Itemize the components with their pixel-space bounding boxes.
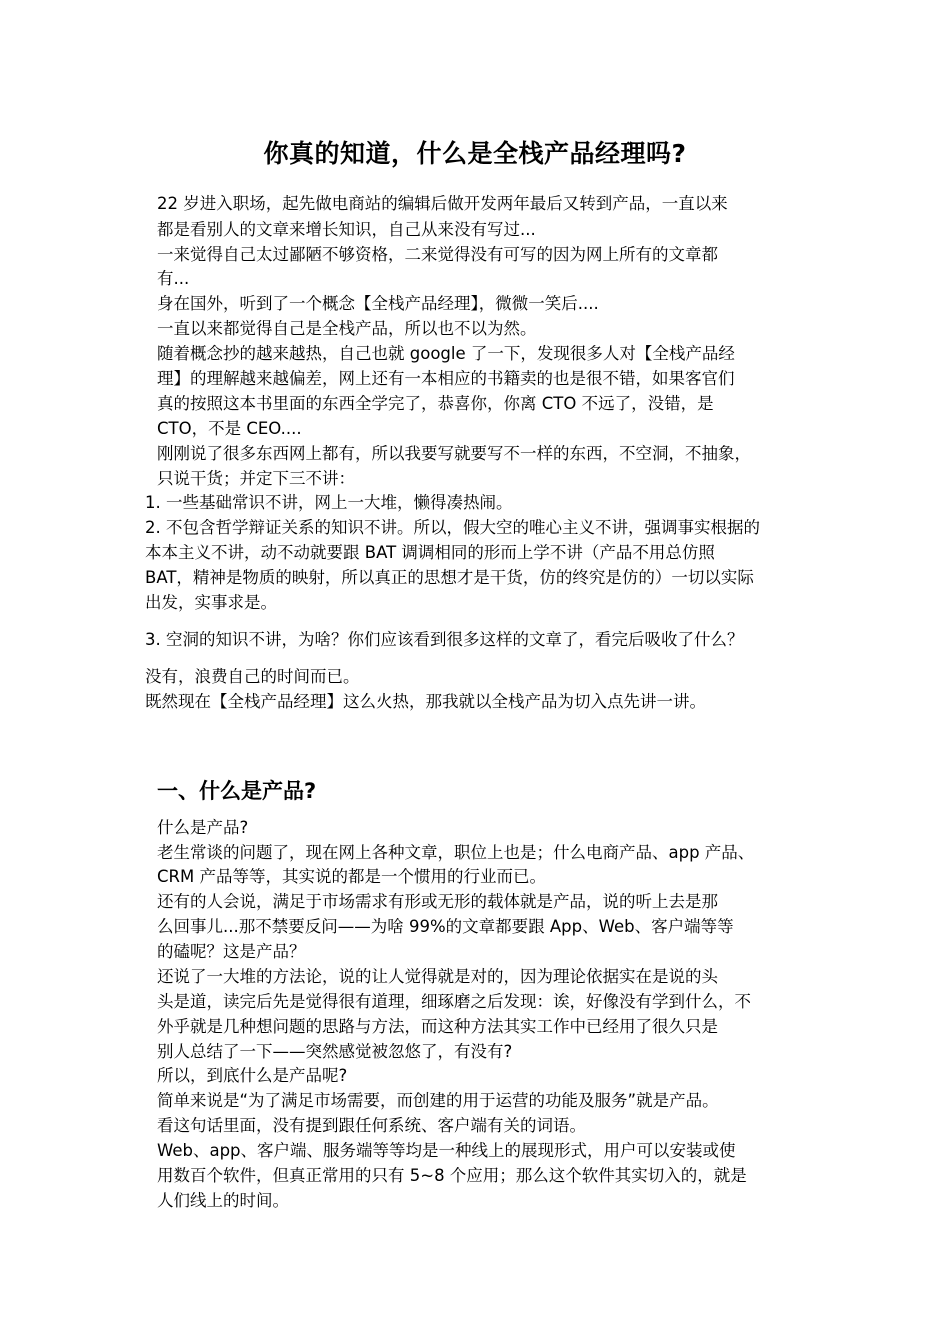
- intro-line: 22 岁进入职场，起先做电商站的编辑后做开发两年最后又转到产品，一直以来: [157, 194, 728, 213]
- section-line: 什么是产品?: [157, 818, 249, 837]
- section-line: 头是道，读完后先是觉得很有道理，细琢磨之后发现：诶，好像没有学到什么，不: [157, 992, 751, 1011]
- section-line: Web、app、客户端、服务端等等均是一种线上的展现形式，用户可以安装或使: [157, 1141, 736, 1160]
- intro-line: 都是看别人的文章来增长知识，自己从来没有写过...: [157, 220, 536, 239]
- intro-line: CTO，不是 CEO....: [157, 419, 302, 438]
- rule-line: 出发，实事求是。: [145, 593, 277, 612]
- section-line: 么回事儿...那不禁要反问——为啥 99%的文章都要跟 App、Web、客户端等等: [157, 917, 734, 936]
- section-line: 所以，到底什么是产品呢?: [157, 1066, 348, 1085]
- section-line: 外乎就是几种想问题的思路与方法，而这种方法其实工作中已经用了很久只是: [157, 1017, 718, 1036]
- section-heading: 一、什么是产品?: [157, 779, 317, 803]
- intro-line: 真的按照这本书里面的东西全学完了，恭喜你，你离 CTO 不远了，没错，是: [157, 394, 714, 413]
- section-line: 简单来说是“为了满足市场需要，而创建的用于运营的功能及服务”就是产品。: [157, 1091, 719, 1110]
- rule-line: 本本主义不讲，动不动就要跟 BAT 调调相同的形而上学不讲（产品不用总仿照: [145, 543, 715, 562]
- section-line: 用数百个软件，但真正常用的只有 5~8 个应用；那么这个软件其实切入的，就是: [157, 1166, 747, 1185]
- section-line: 老生常谈的问题了，现在网上各种文章，职位上也是；什么电商产品、app 产品、: [157, 843, 755, 862]
- section-line: 别人总结了一下——突然感觉被忽悠了，有没有?: [157, 1042, 513, 1061]
- intro-line: 理】的理解越来越偏差，网上还有一本相应的书籍卖的也是很不错，如果客官们: [157, 369, 735, 388]
- intro-line: 随着概念抄的越来越热，自己也就 google 了一下，发现很多人对【全栈产品经: [157, 344, 735, 363]
- intro-line: 有...: [157, 269, 190, 288]
- rule-line: 1. 一些基础常识不讲，网上一大堆，懒得凑热闹。: [145, 493, 513, 512]
- intro-line: 刚刚说了很多东西网上都有，所以我要写就要写不一样的东西，不空洞，不抽象，: [157, 444, 751, 463]
- intro-line: 一直以来都觉得自己是全栈产品，所以也不以为然。: [157, 319, 537, 338]
- intro-line: 一来觉得自己太过鄙陋不够资格，二来觉得没有可写的因为网上所有的文章都: [157, 245, 718, 264]
- article-title: 你真的知道，什么是全栈产品经理吗?: [263, 139, 687, 168]
- section-line: 还有的人会说，满足于市场需求有形或无形的载体就是产品，说的听上去是那: [157, 892, 718, 911]
- intro-line: 身在国外，听到了一个概念【全栈产品经理】，微微一笑后....: [157, 294, 599, 313]
- rule-line: BAT，精神是物质的映射，所以真正的思想才是干货，仿的终究是仿的）一切以实际: [145, 568, 754, 587]
- section-line: 的磕呢？这是产品？: [157, 942, 306, 961]
- intro-line: 只说干货；并定下三不讲：: [157, 469, 355, 488]
- closing-line: 既然现在【全栈产品经理】这么火热，那我就以全栈产品为切入点先讲一讲。: [145, 692, 706, 711]
- section-line: 看这句话里面，没有提到跟任何系统、客户端有关的词语。: [157, 1116, 586, 1135]
- rule-line: 3. 空洞的知识不讲，为啥？你们应该看到很多这样的文章了，看完后吸收了什么？: [145, 630, 744, 649]
- rule-line: 2. 不包含哲学辩证关系的知识不讲。所以，假大空的唯心主义不讲，强调事实根据的: [145, 518, 760, 537]
- section-line: CRM 产品等等，其实说的都是一个惯用的行业而已。: [157, 867, 546, 886]
- section-line: 人们线上的时间。: [157, 1191, 289, 1210]
- section-line: 还说了一大堆的方法论，说的让人觉得就是对的，因为理论依据实在是说的头: [157, 967, 718, 986]
- closing-line: 没有，浪费自己的时间而已。: [145, 667, 360, 686]
